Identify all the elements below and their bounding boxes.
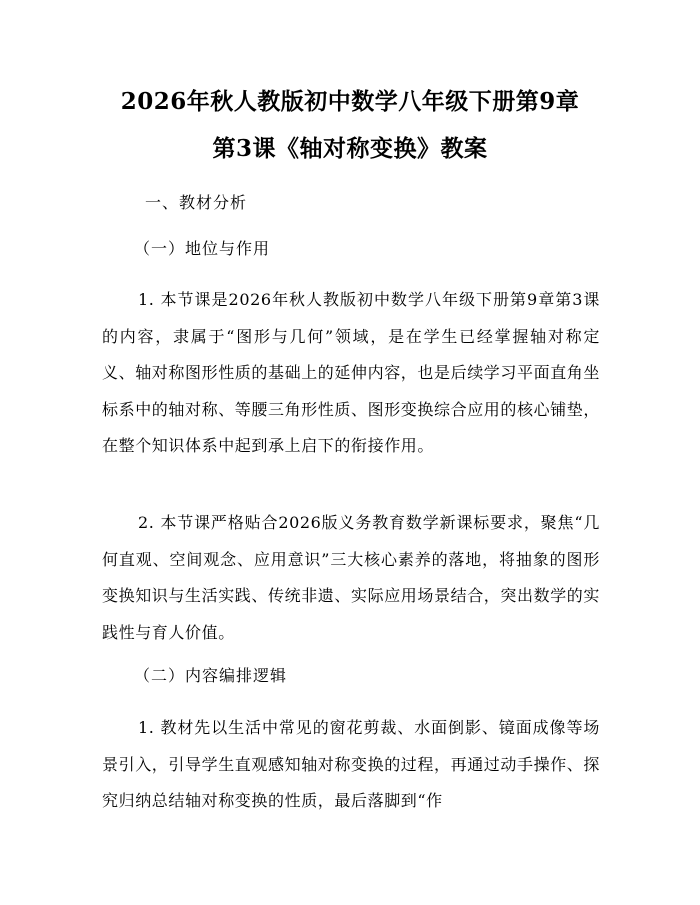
paragraph-content-logic-1: 1. 教材先以生活中常见的窗花剪裁、水面倒影、镜面成像等场景引入，引导学生直观感知轴对称变换的过程，再通过动手操作、探究归纳总结轴对称变换的性质，最后落脚到“作 [102,718,600,810]
section-heading-textbook-analysis: 一、教材分析 [145,193,248,212]
document-title-line-1: 2026年秋人教版初中数学八年级下册第9章 [120,88,580,115]
subsection-heading-content-logic: （二）内容编排逻辑 [134,666,288,685]
paragraph-position-2: 2. 本节课严格贴合2026版义务教育数学新课标要求，聚焦“几何直观、空间观念、应用意识”三大核心素养的落地，将抽象的图形变换知识与生活实践、传统非遗、实际应用场景结合，突出数学的实践性与育人价值。 [102,513,601,642]
subsection-heading-position-role: （一）地位与作用 [134,239,271,258]
paragraph-position-1: 1. 本节课是2026年秋人教版初中数学八年级下册第9章第3课的内容，隶属于“图形与几何”领域，是在学生已经掌握轴对称定义、轴对称图形性质的基础上的延伸内容，也是后续学习平面直角坐标系中的轴对称、等腰三角形性质、图形变换综合应用的核心铺垫，在整个知识体系中起到承上启下的衔接作用。 [102,290,601,455]
document-title-line-2: 第3课《轴对称变换》教案 [212,135,488,162]
